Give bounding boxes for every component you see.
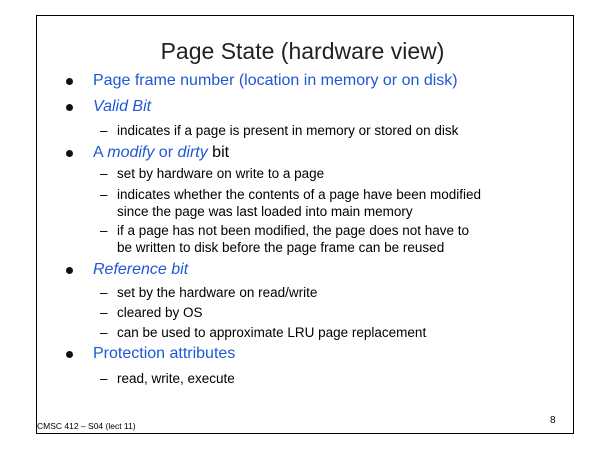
dash: – <box>100 123 108 138</box>
subitem-text: can be used to approximate LRU page replacement <box>117 325 427 340</box>
bullet-dot <box>66 150 73 157</box>
bullet-text: Valid Bit <box>93 98 152 115</box>
bullet-text-dirty: dirty <box>177 144 208 161</box>
subitem-text: cleared by OS <box>117 305 203 320</box>
dash: – <box>100 285 108 300</box>
subitem-text: be written to disk before the page frame can be reused <box>117 240 445 255</box>
subitem-text: indicates if a page is present in memory or stored on disk <box>117 123 459 138</box>
bullet-text: Reference bit <box>93 261 189 278</box>
dash: – <box>100 305 108 320</box>
bullet-dot <box>66 351 73 358</box>
bullet-dot <box>66 104 73 111</box>
bullet-text-a: A <box>93 144 108 161</box>
subitem-text: set by hardware on write to a page <box>117 166 325 181</box>
slide-footer: CMSC 412 – S04 (lect 11) <box>37 421 136 431</box>
bullet-dot <box>66 78 73 85</box>
bullet-text-or: or <box>154 144 178 161</box>
bullet-text: Protection attributes <box>93 345 236 362</box>
subitem-text: since the page was last loaded into main memory <box>117 204 413 219</box>
bullet-text: Page frame number (location in memory or on disk) <box>93 72 458 89</box>
dash: – <box>100 325 108 340</box>
subitem-text: if a page has not been modified, the page does not have to <box>117 223 470 238</box>
subitem-text: read, write, execute <box>117 371 235 386</box>
bullet-text-bit: bit <box>207 144 230 161</box>
subitem-text: set by the hardware on read/write <box>117 285 318 300</box>
slide-title: Page State (hardware view) <box>160 38 445 64</box>
page-number: 8 <box>550 415 556 426</box>
dash: – <box>100 187 108 202</box>
dash: – <box>100 223 108 238</box>
dash: – <box>100 166 108 181</box>
bullet-text-modify: modify <box>107 144 155 161</box>
bullet-text <box>93 143 229 163</box>
dash: – <box>100 371 108 386</box>
subitem-text: indicates whether the contents of a page have been modified <box>117 187 481 202</box>
bullet-dot <box>66 267 73 274</box>
